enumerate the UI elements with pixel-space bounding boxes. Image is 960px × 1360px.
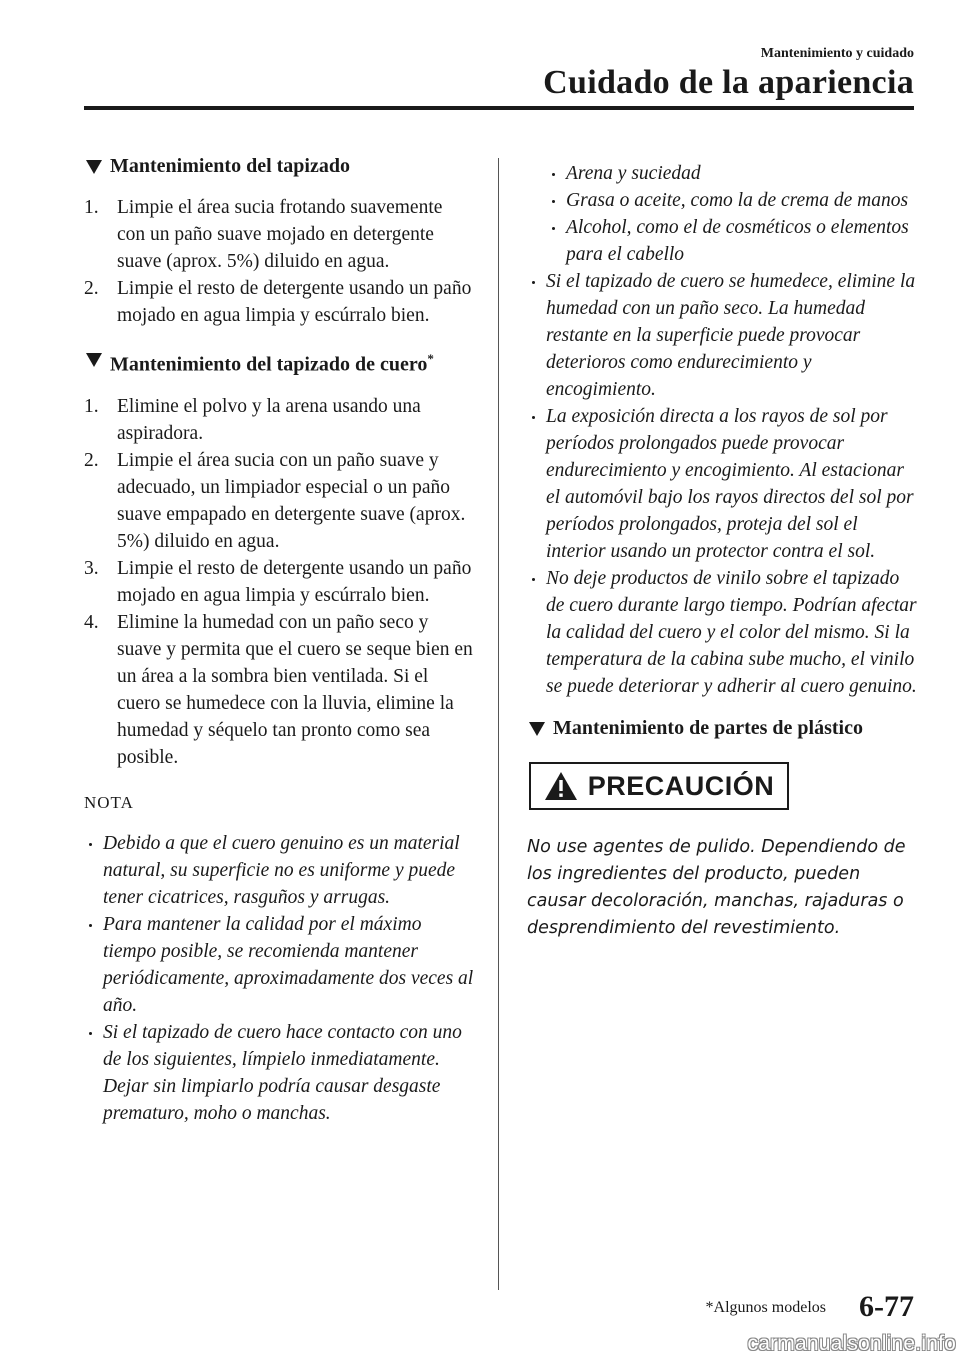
caution-text: No use agentes de pulido. Dependiendo de los ingredientes del producto, pueden causar decoloración, manchas, rajaduras o desprendimiento del revestimiento. xyxy=(527,837,906,938)
watermark: carmanualsonline.info xyxy=(747,1332,956,1355)
note-list xyxy=(84,830,474,1127)
triangle-marker-icon xyxy=(529,722,545,736)
heading-upholstery-text: Mantenimiento del tapizado xyxy=(110,155,350,177)
heading-leather-text: Mantenimiento del tapizado de cuero xyxy=(110,353,428,376)
list-item: Grasa o aceite, como la de crema de manos xyxy=(547,187,917,214)
column-divider xyxy=(498,158,499,1290)
header-rule xyxy=(84,106,914,110)
right-column xyxy=(527,160,917,942)
page-title: Cuidado de la apariencia xyxy=(543,64,914,101)
list-item: No deje productos de vinilo sobre el tapizado de cuero durante largo tiempo. Podrían afectar la calidad del cuero y el color del mismo. Si la temperatura de la cabina sube mucho, el vinilo se puede deteriorar y adherir al cuero genuino. xyxy=(527,565,917,700)
heading-leather xyxy=(84,345,474,379)
note-label: NOTA xyxy=(84,792,134,812)
caution-banner xyxy=(529,762,789,810)
warning-icon xyxy=(544,771,578,801)
contact-substances-list xyxy=(527,160,917,268)
list-item: 3. Limpie el resto de detergente usando un paño mojado en agua limpia y escúrralo bien. xyxy=(84,557,472,606)
list-item: 1. Elimine el polvo y la arena usando una aspiradora. xyxy=(84,395,421,444)
caution-label: PRECAUCIÓN xyxy=(587,770,775,801)
list-item: Para mantener la calidad por el máximo tiempo posible, se recomienda mantener periódicamente, aproximadamente dos veces al año. xyxy=(84,911,474,1019)
page-number: 6-77 xyxy=(859,1290,914,1323)
list-item: Alcohol, como el de cosméticos o elementos para el cabello xyxy=(547,214,917,268)
triangle-marker-icon xyxy=(86,160,102,174)
heading-upholstery xyxy=(84,152,474,180)
list-item: 2. Limpie el área sucia con un paño suave y adecuado, un limpiador especial o un paño suave empapado en detergente suave (aprox. 5%) diluido en agua. xyxy=(84,449,466,552)
list-item: Si el tapizado de cuero hace contacto con uno de los siguientes, límpielo inmediatamente. Dejar sin limpiarlo podría causar desgaste prematuro, moho o manchas. xyxy=(84,1019,474,1127)
list-item: Si el tapizado de cuero se humedece, elimine la humedad con un paño seco. La humedad restante en la superficie puede provocar deterioros como endurecimiento y encogimiento. xyxy=(527,268,917,403)
leather-steps xyxy=(84,393,474,771)
list-item: Debido a que el cuero genuino es un material natural, su superficie no es uniforme y puede tener cicatrices, rasguños y arrugas. xyxy=(84,830,474,911)
list-item: 1. Limpie el área sucia frotando suavemente con un paño suave mojado en detergente suave (aprox. 5%) diluido en agua. xyxy=(84,197,443,272)
optional-model-mark: * xyxy=(427,351,434,366)
left-column xyxy=(84,152,474,1127)
list-item: 4. Elimine la humedad con un paño seco y suave y permita que el cuero se seque bien en un área a la sombra bien ventilada. Si el cuero se humedece con la lluvia, elimine la humedad y séquelo tan pronto como sea posible. xyxy=(84,611,473,768)
heading-plastic-text: Mantenimiento de partes de plástico xyxy=(553,717,863,739)
leather-care-notes xyxy=(527,268,917,700)
upholstery-steps xyxy=(84,194,474,329)
header-section: Mantenimiento y cuidado xyxy=(760,46,914,61)
triangle-marker-icon xyxy=(86,353,102,367)
list-item: 2. Limpie el resto de detergente usando un paño mojado en agua limpia y escúrralo bien. xyxy=(84,278,472,326)
list-item: La exposición directa a los rayos de sol por períodos prolongados puede provocar endurecimiento y encogimiento. Al estacionar el automóvil bajo los rayos directos del sol por períodos prolongados, proteja del sol el interior usando un protector contra el sol. xyxy=(527,403,917,565)
footer-note: *Algunos modelos xyxy=(705,1299,826,1316)
list-item: Arena y suciedad xyxy=(547,160,917,187)
heading-plastic xyxy=(527,714,917,742)
